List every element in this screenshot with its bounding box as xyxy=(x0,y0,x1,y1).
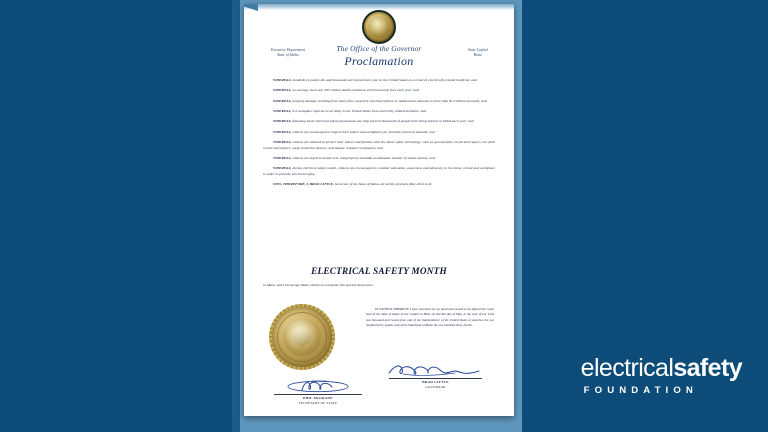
clause-lead: WHEREAS, xyxy=(273,98,292,103)
seal-emblem xyxy=(283,318,321,356)
clause-text: 9.4 workplace injuries occur daily in the United States from electricity related incidents; and xyxy=(291,108,427,113)
clause-lead: WHEREAS, xyxy=(273,119,292,124)
clause-lead: WHEREAS, xyxy=(273,156,292,161)
office-of-governor-title: The Office of the Governor xyxy=(336,44,422,53)
whereas-clause xyxy=(263,88,495,94)
page-backing-band-mid xyxy=(232,0,240,432)
clause-lead: NOW, THEREFORE, I, BRAD LITTLE, xyxy=(273,182,334,187)
secretary-name: PHIL McGRANE xyxy=(303,396,333,401)
whereas-clause xyxy=(263,166,495,177)
secretary-signature-line xyxy=(274,394,362,395)
clause-lead: WHEREAS, xyxy=(273,166,292,171)
electrical-safety-foundation-logo xyxy=(581,356,742,396)
secretary-signature-mark xyxy=(268,378,368,394)
whereas-clause xyxy=(263,109,495,115)
logo-primary-line xyxy=(581,356,742,381)
governor-name: BRAD LITTLE xyxy=(422,380,449,385)
clause-lead: WHEREAS, xyxy=(273,78,292,82)
whereas-clause xyxy=(263,182,495,188)
witness-whereof-paragraph: IN WITNESS WHEREOF, I have hereunto set my hand and caused to be affixed the Great Seal of the State of Idaho at the Capitol in Boise on this 8th day of May, in the year of our Lord two thousand and twenty-four, and of the Independence of the United States of America the two hundred forty-eighth, and of the Statehood of Idaho the one hundred thirty-fourth. xyxy=(366,307,494,328)
clause-lead: WHEREAS, xyxy=(273,88,292,93)
clause-text: citizens are advised to protect their homes and families with the latest safety technology, such as ground fault circuit interrupters, arc fault circuit interrupters, surge protective devices, and tamper resistant receptacles; and xyxy=(263,139,495,150)
clause-text: on average, there are 430 civilian deaths related to electrical home fires each year; and xyxy=(291,88,419,93)
governor-signature-line xyxy=(389,378,482,379)
clause-text: hundreds of people die and thousands are injured each year in the United States as a result of electrically related incidents; and xyxy=(291,78,477,82)
whereas-clause xyxy=(263,78,495,84)
governor-signature-mark xyxy=(383,362,488,378)
great-seal-embossed-icon xyxy=(269,304,335,370)
proclamation-heading: Proclamation xyxy=(344,54,414,68)
executive-department-note xyxy=(258,48,318,59)
clause-text: during electrical safety month, citizens are encouraged to consider education, awareness and advocacy in the home, school and workplace in order to promote electrical safety. xyxy=(263,166,495,177)
clause-lead: WHEREAS, xyxy=(273,139,292,144)
clause-text: citizens are urged to install, test, and properly maintain an adequate number of smoke alarms; and xyxy=(291,156,435,161)
whereas-clause xyxy=(263,99,495,105)
secretary-role: SECRETARY OF STATE xyxy=(298,401,338,406)
clause-lead: WHEREAS, xyxy=(273,129,292,134)
logo-word-foundation: FOUNDATION xyxy=(583,385,698,396)
page-title: ELECTRICAL SAFETY MONTH xyxy=(311,266,447,276)
document-header xyxy=(244,44,514,69)
corner-right-line2: Boise xyxy=(473,53,483,58)
corner-right-line1: State Capitol xyxy=(467,48,489,52)
clause-text: citizens are encouraged to inspect their homes and workplaces for possible electrical hazards; and xyxy=(291,129,435,134)
logo-word-electrical: electrical xyxy=(580,354,674,382)
state-seal-medallion-icon xyxy=(362,10,396,44)
corner-left-line2: State of Idaho xyxy=(277,53,299,58)
whereas-clause-list xyxy=(263,78,495,193)
proclamation-document xyxy=(244,4,514,416)
whereas-clause xyxy=(263,140,495,151)
proclamation-closing-line: in Idaho, and I encourage Idaho citizens to recognize this special observance. xyxy=(263,283,374,287)
clause-text: property damage resulting from home fires caused by electrical failure or malfunction amounts to more than $1.3 billion annually; and xyxy=(291,98,487,103)
corner-left-line1: Executive Department xyxy=(270,48,306,52)
state-capitol-note xyxy=(452,48,504,59)
clause-lead: WHEREAS, xyxy=(273,108,292,113)
clause-text: following basic electrical safety precautions can help prevent thousands of people from being injured or killed each year; and xyxy=(291,119,474,124)
whereas-clause xyxy=(263,119,495,125)
logo-word-safety: safety xyxy=(673,354,742,382)
signature-icon xyxy=(383,362,488,378)
secretary-signature-block xyxy=(268,378,368,406)
whereas-clause xyxy=(263,130,495,136)
governor-role: GOVERNOR xyxy=(425,385,446,390)
whereas-clause xyxy=(263,156,495,162)
signature-icon xyxy=(268,378,368,394)
governor-signature-block xyxy=(383,362,488,390)
clause-text: Governor of the State of Idaho, do hereby proclaim May 2024 to be xyxy=(333,182,432,187)
